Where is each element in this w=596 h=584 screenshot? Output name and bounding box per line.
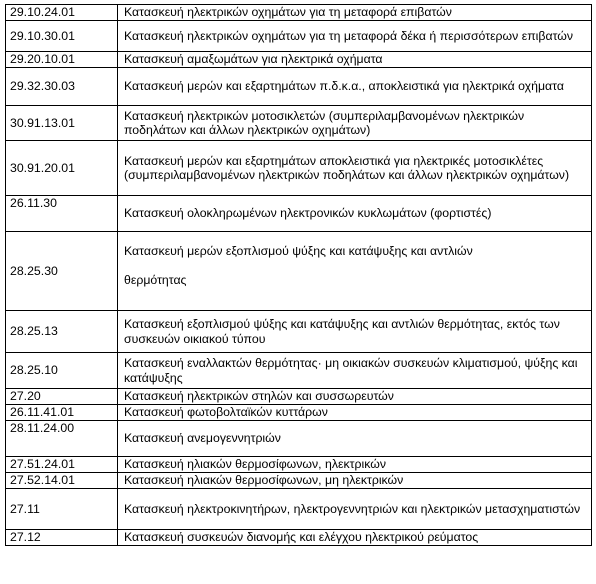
activity-description: Κατασκευή ηλεκτροκινητήρων, ηλεκτρογεννητριών και ηλεκτρικών μετασχηματιστών: [118, 489, 592, 530]
description-line: θερμότητας: [124, 272, 187, 287]
activity-description: Κατασκευή ηλιακών θερμοσίφωνων, ηλεκτρικών: [118, 457, 592, 473]
activity-code: 29.10.30.01: [6, 21, 118, 52]
activity-description: Κατασκευή ανεμογεννητριών: [118, 421, 592, 457]
table-row: [6, 489, 592, 530]
activity-description: Κατασκευή ηλεκτρικών οχημάτων για τη μεταφορά δέκα ή περισσότερων επιβατών: [118, 21, 592, 52]
activity-code: 26.11.41.01: [6, 405, 118, 421]
activity-description: Κατασκευή ηλεκτρικών οχημάτων για τη μεταφορά επιβατών: [118, 5, 592, 21]
activity-code: 28.25.30: [6, 232, 118, 311]
activity-code: 26.11.30: [6, 196, 118, 232]
activity-code: 30.91.13.01: [6, 106, 118, 141]
table-row: [6, 5, 592, 21]
activity-codes-table: [5, 4, 592, 546]
activity-code: 27.12: [6, 530, 118, 546]
table-row: [6, 389, 592, 405]
activity-description: Κατασκευή ηλεκτρικών μοτοσικλετών (συμπεριλαμβανομένων ηλεκτρικών ποδηλάτων και άλλων ηλεκτρικών οχημάτων): [118, 106, 592, 141]
table-row: [6, 311, 592, 353]
activity-description: Κατασκευή ηλιακών θερμοσίφωνων, μη ηλεκτρικών: [118, 473, 592, 489]
table-row: [6, 353, 592, 389]
activity-description: Κατασκευή μερών και εξαρτημάτων αποκλειστικά για ηλεκτρικές μοτοσικλέτες (συμπεριλαμβανομένων ηλεκτρικών ποδηλάτων και άλλων ηλεκτρικών οχημάτων): [118, 141, 592, 196]
table-row: [6, 457, 592, 473]
table-row: [6, 52, 592, 68]
activity-code: 29.20.10.01: [6, 52, 118, 68]
table-row: [6, 106, 592, 141]
activity-code: 27.20: [6, 389, 118, 405]
table-row: [6, 232, 592, 311]
activity-description: Κατασκευή αμαξωμάτων για ηλεκτρικά οχήματα: [118, 52, 592, 68]
table-row: [6, 21, 592, 52]
activity-code: 29.10.24.01: [6, 5, 118, 21]
description-line: Κατασκευή μερών εξοπλισμού ψύξης και κατάψυξης και αντλιών: [124, 244, 473, 258]
activity-description: Κατασκευή συσκευών διανομής και ελέγχου ηλεκτρικού ρεύματος: [118, 530, 592, 546]
activity-description: Κατασκευή ηλεκτρικών στηλών και συσσωρευτών: [118, 389, 592, 405]
activity-code: 29.32.30.03: [6, 68, 118, 106]
activity-description: [118, 232, 592, 311]
table-row: [6, 141, 592, 196]
activity-code: 28.25.13: [6, 311, 118, 353]
table-row: [6, 405, 592, 421]
table-row: [6, 421, 592, 457]
activity-code: 30.91.20.01: [6, 141, 118, 196]
activity-description: Κατασκευή εξοπλισμού ψύξης και κατάψυξης και αντλιών θερμότητας, εκτός των συσκευών οικιακού τύπου: [118, 311, 592, 353]
activity-code: 27.52.14.01: [6, 473, 118, 489]
activity-description: Κατασκευή μερών και εξαρτημάτων π.δ.κ.α., αποκλειστικά για ηλεκτρικά οχήματα: [118, 68, 592, 106]
table-row: [6, 68, 592, 106]
activity-description: Κατασκευή φωτοβολταϊκών κυττάρων: [118, 405, 592, 421]
table-row: [6, 473, 592, 489]
activity-description: Κατασκευή εναλλακτών θερμότητας· μη οικιακών συσκευών κλιματισμού, ψύξης και κατάψυξης: [118, 353, 592, 389]
activity-code: 27.51.24.01: [6, 457, 118, 473]
activity-code: 28.11.24.00: [6, 421, 118, 457]
activity-code: 27.11: [6, 489, 118, 530]
activity-description: Κατασκευή ολοκληρωμένων ηλεκτρονικών κυκλωμάτων (φορτιστές): [118, 196, 592, 232]
table-row: [6, 530, 592, 546]
table-row: [6, 196, 592, 232]
activity-code: 28.25.10: [6, 353, 118, 389]
